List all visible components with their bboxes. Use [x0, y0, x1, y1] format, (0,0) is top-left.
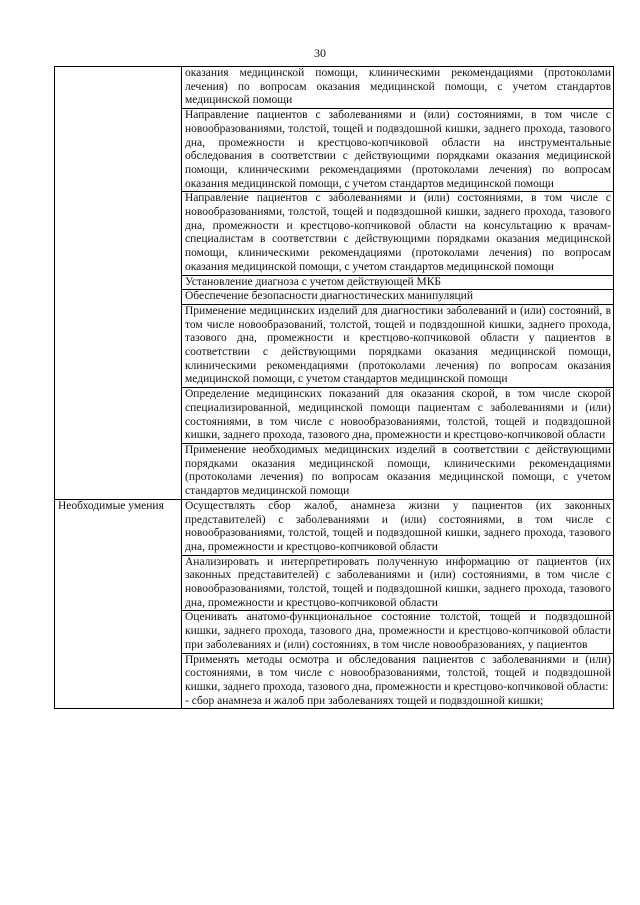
table-row — [55, 67, 614, 109]
item-text: Применение медицинских изделий для диагностики заболеваний и (или) состояний, в том числе новообразований, толстой, тощей и подвздошной кишки, заднего прохода, тазового дна, промежности и крестцово-копчиковой области у пациентов в соответствии с действующими порядками оказания медицинской помощи, клиническими рекомендациями (протоколами лечения) по вопросам оказания медицинской помощи, с учетом стандартов медицинской помощи — [185, 304, 611, 386]
item-text: Определение медицинских показаний для оказания скорой, в том числе скорой специализированной, медицинской помощи пациентам с заболеваниями и (или) состояниями, в том числе с новообразованиями, толстой, тощей и подвздошной кишки, заднего прохода, тазового дна, промежности и крестцово-копчиковой области — [185, 388, 611, 442]
item-cell — [182, 304, 614, 387]
item-cell — [182, 555, 614, 611]
item-cell — [182, 443, 614, 499]
item-text: оказания медицинской помощи, клиническими рекомендациями (протоколами лечения) по вопросам оказания медицинской помощи, с учетом стандартов медицинской помощи — [185, 67, 611, 107]
section-label: Необходимые умения — [58, 499, 164, 512]
item-text: Направление пациентов с заболеваниями и (или) состояниями, в том числе с новообразованиями, толстой, тощей и подвздошной кишки, заднего прохода, тазового дна, промежности и крестцово-копчиковой области на консультацию к врачам-специалистам в соответствии с действующими порядками оказания медицинской помощи, клиническими рекомендациями (протоколами лечения) по вопросам оказания медицинской помощи, с учетом стандартов медицинской помощи — [185, 192, 611, 273]
item-cell — [182, 192, 614, 275]
item-text: Обеспечение безопасности диагностических манипуляций — [185, 290, 473, 303]
competency-table — [54, 66, 614, 709]
item-cell — [182, 109, 614, 192]
item-text: Применение необходимых медицинских изделий в соответствии с действующими порядками оказания медицинской помощи, клиническими рекомендациями (протоколами лечения) по вопросам оказания медицинской помощи, с учетом стандартов медицинской помощи — [185, 443, 611, 498]
item-cell — [182, 611, 614, 653]
item-text: Оценивать анатомо-функциональное состояние толстой, тощей и подвздошной кишки, заднего прохода, тазового дна, промежности и крестцово-копчиковой области при заболеваниях и (или) состояниях, в том числе новообразованиях, у пациентов — [185, 611, 611, 651]
item-text-line: Применять методы осмотра и обследования пациентов с заболеваниями и (или) состояниями, в том числе с новообразованиями, толстой, тощей и подвздошной кишки, заднего прохода, тазового дна, промежности и крестцово-копчиковой области: — [185, 653, 611, 693]
item-cell — [182, 67, 614, 109]
table-row — [55, 499, 614, 555]
item-text: Анализировать и интерпретировать полученную информацию от пациентов (их законных представителей) с заболеваниями и (или) состояниями, в том числе с новообразованиями, толстой, тощей и подвздошной кишки, заднего прохода, тазового дна, промежности и крестцово-копчиковой области — [185, 555, 611, 609]
competency-table-body — [55, 67, 614, 709]
item-text-line: - сбор анамнеза и жалоб при заболеваниях тощей и подвздошной кишки; — [185, 694, 544, 707]
item-cell — [182, 388, 614, 444]
item-cell — [182, 275, 614, 290]
section-label-cell — [55, 67, 182, 500]
section-label-cell — [55, 499, 182, 709]
page-number: 30 — [314, 46, 326, 60]
item-cell — [182, 290, 614, 305]
item-text: Осуществлять сбор жалоб, анамнеза жизни у пациентов (их законных представителей) с заболеваниями и (или) состояниями, в том числе с новообразованиями, толстой, тощей и подвздошной кишки, заднего прохода, тазового дна, промежности и крестцово-копчиковой области — [185, 499, 611, 553]
item-cell — [182, 653, 614, 709]
item-text: Направление пациентов с заболеваниями и (или) состояниями, в том числе с новообразованиями, толстой, тощей и подвздошной кишки, заднего прохода, тазового дна, промежности и крестцово-копчиковой области на инструментальные обследования в соответствии с действующими порядками оказания медицинской помощи, клиническими рекомендациями (протоколами лечения) по вопросам оказания медицинской помощи, с учетом стандартов медицинской помощи — [185, 109, 611, 190]
item-text: Установление диагноза с учетом действующей МКБ — [185, 275, 441, 288]
item-cell — [182, 499, 614, 555]
